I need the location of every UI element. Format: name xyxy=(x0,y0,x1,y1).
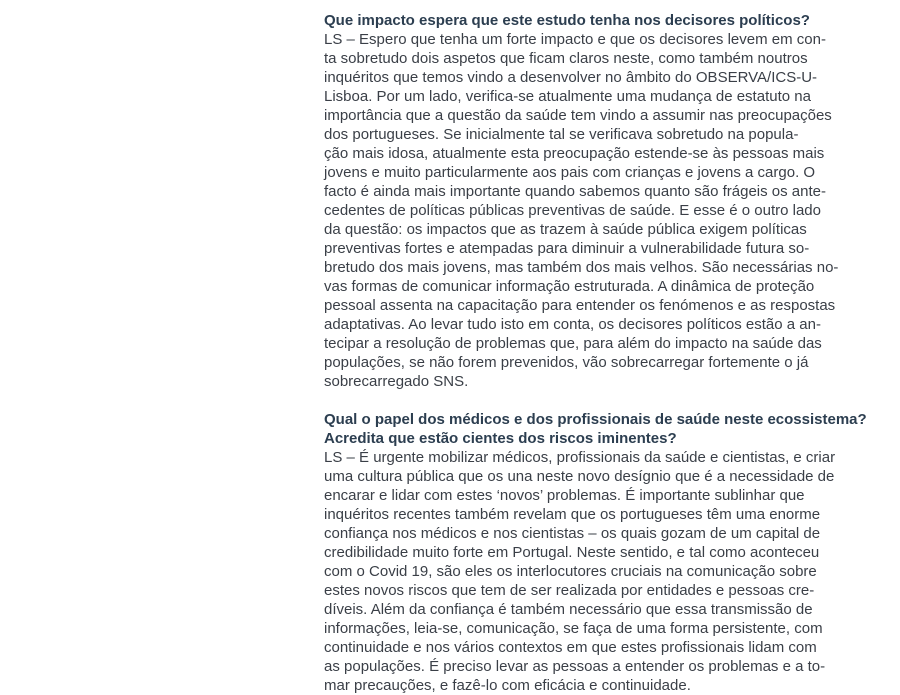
question-line: Que impacto espera que este estudo tenha nos decisores políticos? xyxy=(324,12,810,29)
paragraph-spacer xyxy=(324,391,840,410)
qa-block-2 xyxy=(324,410,867,695)
answer-line: mar precauções, e fazê-lo com eficácia e continuidade. xyxy=(324,677,691,694)
answer-line: vas formas de comunicar informação estruturada. A dinâmica de proteção xyxy=(324,278,815,295)
answer-line: preventivas fortes e atempadas para diminuir a vulnerabilidade futura so- xyxy=(324,240,810,257)
answer-line: inquéritos que temos vindo a desenvolver no âmbito do OBSERVA/ICS-U- xyxy=(324,69,818,86)
answer-line: pessoal assenta na capacitação para entender os fenómenos e as respostas xyxy=(324,297,836,314)
answer-line: tecipar a resolução de problemas que, para além do impacto na saúde das xyxy=(324,335,822,352)
answer-line: adaptativas. Ao levar tudo isto em conta, os decisores políticos estão a an- xyxy=(324,316,821,333)
answer-line: facto é ainda mais importante quando sabemos quanto são frágeis os ante- xyxy=(324,183,826,200)
qa-block-1 xyxy=(324,11,840,391)
article-column xyxy=(324,11,867,695)
answer-line: Lisboa. Por um lado, verifica-se atualmente uma mudança de estatuto na xyxy=(324,88,811,105)
question-heading xyxy=(324,11,840,30)
answer-line: dos portugueses. Se inicialmente tal se verificava sobretudo na popula- xyxy=(324,126,799,143)
answer-line: estes novos riscos que tem de ser realizada por entidades e pessoas cre- xyxy=(324,582,815,599)
answer-line: sobrecarregado SNS. xyxy=(324,373,469,390)
answer-line: ta sobretudo dois aspetos que ficam claros neste, como também noutros xyxy=(324,50,808,67)
answer-line: da questão: os impactos que as trazem à saúde pública exigem políticas xyxy=(324,221,807,238)
answer-paragraph xyxy=(324,448,840,695)
answer-line: encarar e lidar com estes ‘novos’ problemas. É importante sublinhar que xyxy=(324,487,805,504)
answer-line: ção mais idosa, atualmente esta preocupação estende-se às pessoas mais xyxy=(324,145,825,162)
question-line: Qual o papel dos médicos e dos profissionais de saúde neste ecossistema? xyxy=(324,411,867,428)
answer-line: jovens e muito particularmente aos pais com crianças e jovens a cargo. O xyxy=(324,164,816,181)
answer-line: LS – É urgente mobilizar médicos, profissionais da saúde e cientistas, e criar xyxy=(324,449,836,466)
answer-line: credibilidade muito forte em Portugal. Neste sentido, e tal como aconteceu xyxy=(324,544,820,561)
question-line: Acredita que estão cientes dos riscos iminentes? xyxy=(324,430,677,447)
answer-line: continuidade e nos vários contextos em que estes profissionais lidam com xyxy=(324,639,817,656)
answer-line: informações, leia-se, comunicação, se faça de uma forma persistente, com xyxy=(324,620,823,637)
question-heading xyxy=(324,410,867,448)
answer-line: cedentes de políticas públicas preventivas de saúde. E esse é o outro lado xyxy=(324,202,821,219)
answer-line: díveis. Além da confiança é também necessário que essa transmissão de xyxy=(324,601,813,618)
answer-line: com o Covid 19, são eles os interlocutores cruciais na comunicação sobre xyxy=(324,563,817,580)
answer-line: LS – Espero que tenha um forte impacto e que os decisores levem em con- xyxy=(324,31,826,48)
answer-line: inquéritos recentes também revelam que os portugueses têm uma enorme xyxy=(324,506,821,523)
answer-line: populações, se não forem prevenidos, vão sobrecarregar fortemente o já xyxy=(324,354,809,371)
answer-line: as populações. É preciso levar as pessoas a entender os problemas e a to- xyxy=(324,658,826,675)
answer-line: uma cultura pública que os una neste novo desígnio que é a necessidade de xyxy=(324,468,835,485)
answer-paragraph xyxy=(324,30,840,391)
answer-line: confiança nos médicos e nos cientistas – os quais gozam de um capital de xyxy=(324,525,821,542)
answer-line: bretudo dos mais jovens, mas também dos mais velhos. São necessárias no- xyxy=(324,259,839,276)
answer-line: importância que a questão da saúde tem vindo a assumir nas preocupações xyxy=(324,107,832,124)
